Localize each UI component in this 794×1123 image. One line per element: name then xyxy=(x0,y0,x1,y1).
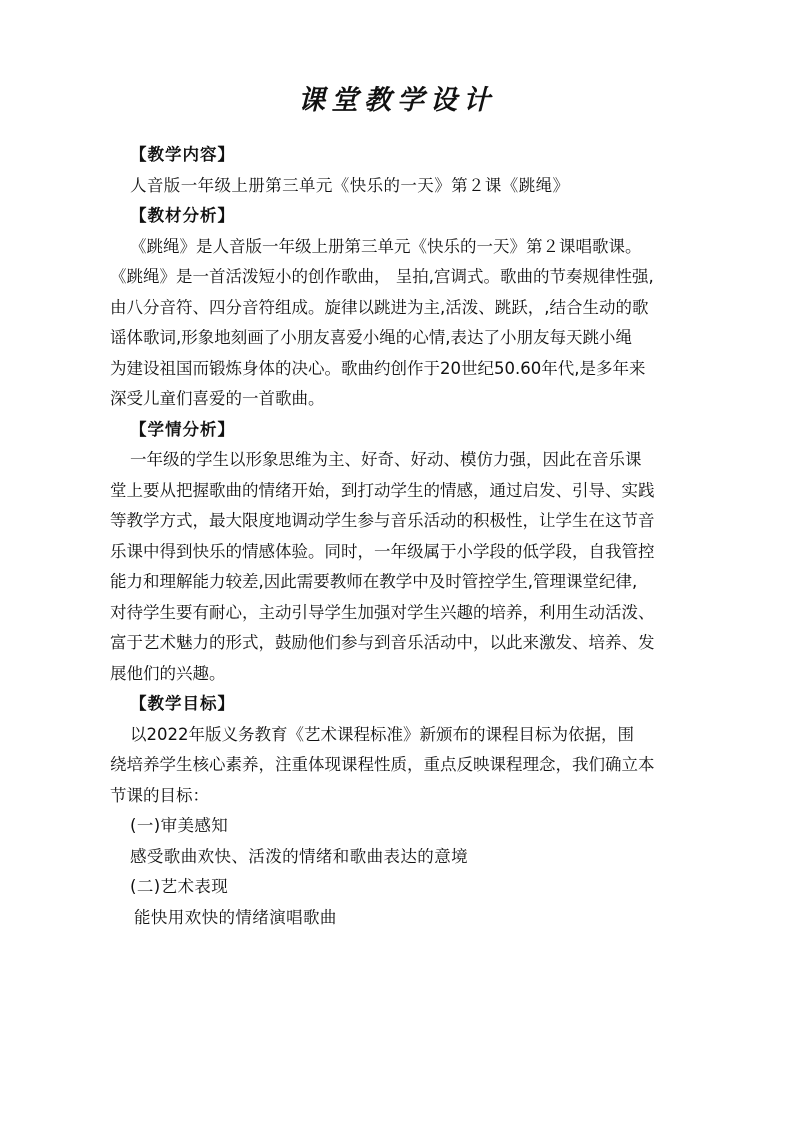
section-heading-students: 【学情分析】 xyxy=(130,419,235,439)
students-line: 一年级的学生以形象思维为主、好奇、好动、模仿力强，因此在音乐课 xyxy=(130,450,642,469)
section-heading-content: 【教学内容】 xyxy=(130,145,235,164)
material-line: 深受儿童们喜爱的一首歌曲。 xyxy=(110,389,325,408)
goals-line: 绕培养学生核心素养，注重体现课程性质，重点反映课程理念，我们确立本 xyxy=(110,755,655,774)
section-heading-goals: 【教学目标】 xyxy=(130,694,235,713)
material-paragraph xyxy=(110,232,710,415)
students-line: 乐课中得到快乐的情感体验。同时，一年级属于小学段的低学段，自我管控 xyxy=(110,541,655,561)
students-line: 展他们的兴趣。 xyxy=(110,663,226,683)
goals-line: 节课的目标： xyxy=(110,785,209,805)
material-line: 为建设祖国而锻炼身体的决心。歌曲约创作于20世纪50.60年代,是多年来 xyxy=(110,358,646,378)
content-text: 人音版一年级上册第三单元《快乐的一天》第２课《跳绳》 xyxy=(130,175,570,195)
material-line: 《跳绳》是人音版一年级上册第三单元《快乐的一天》第２课唱歌课。 xyxy=(130,236,642,256)
goal-item-label: (二)艺术表现 xyxy=(130,877,229,896)
students-line: 等教学方式，最大限度地调动学生参与音乐活动的积极性，让学生在这节音 xyxy=(110,511,655,530)
goals-line: 以2022年版义务教育《艺术课程标准》新颁布的课程目标为依据，围 xyxy=(130,724,634,744)
students-line: 对待学生要有耐心，主动引导学生加强对学生兴趣的培养，利用生动活泼、 xyxy=(110,602,655,622)
students-line: 能力和理解能力较差,因此需要教师在教学中及时管控学生,管理课堂纪律, xyxy=(110,572,638,591)
goal-item-text: 能快用欢快的情绪演唱歌曲 xyxy=(134,907,337,927)
students-line: 堂上要从把握歌曲的情绪开始，到打动学生的情感，通过启发、引导、实践 xyxy=(110,480,655,500)
goal-item-label: (一)审美感知 xyxy=(130,816,229,835)
goal-item-text: 感受歌曲欢快、活泼的情绪和歌曲表达的意境 xyxy=(130,846,468,866)
document-body xyxy=(110,140,710,933)
section-heading-material: 【教材分析】 xyxy=(130,206,235,225)
page-title: 课堂教学设计 xyxy=(298,85,496,116)
students-line: 富于艺术魅力的形式，鼓励他们参与到音乐活动中，以此来激发、培养、发 xyxy=(110,633,655,652)
material-line: 由八分音符、四分音符组成。旋律以跳进为主,活泼、跳跃，,结合生动的歌 xyxy=(110,297,649,317)
students-paragraph xyxy=(110,445,710,689)
material-line: 《跳绳》是一首活泼短小的创作歌曲， 呈拍,宫调式。歌曲的节奏规律性强, xyxy=(110,267,654,286)
material-line: 谣体歌词,形象地刻画了小朋友喜爱小绳的心情,表达了小朋友每天跳小绳 xyxy=(110,328,632,347)
goals-paragraph xyxy=(110,720,710,812)
